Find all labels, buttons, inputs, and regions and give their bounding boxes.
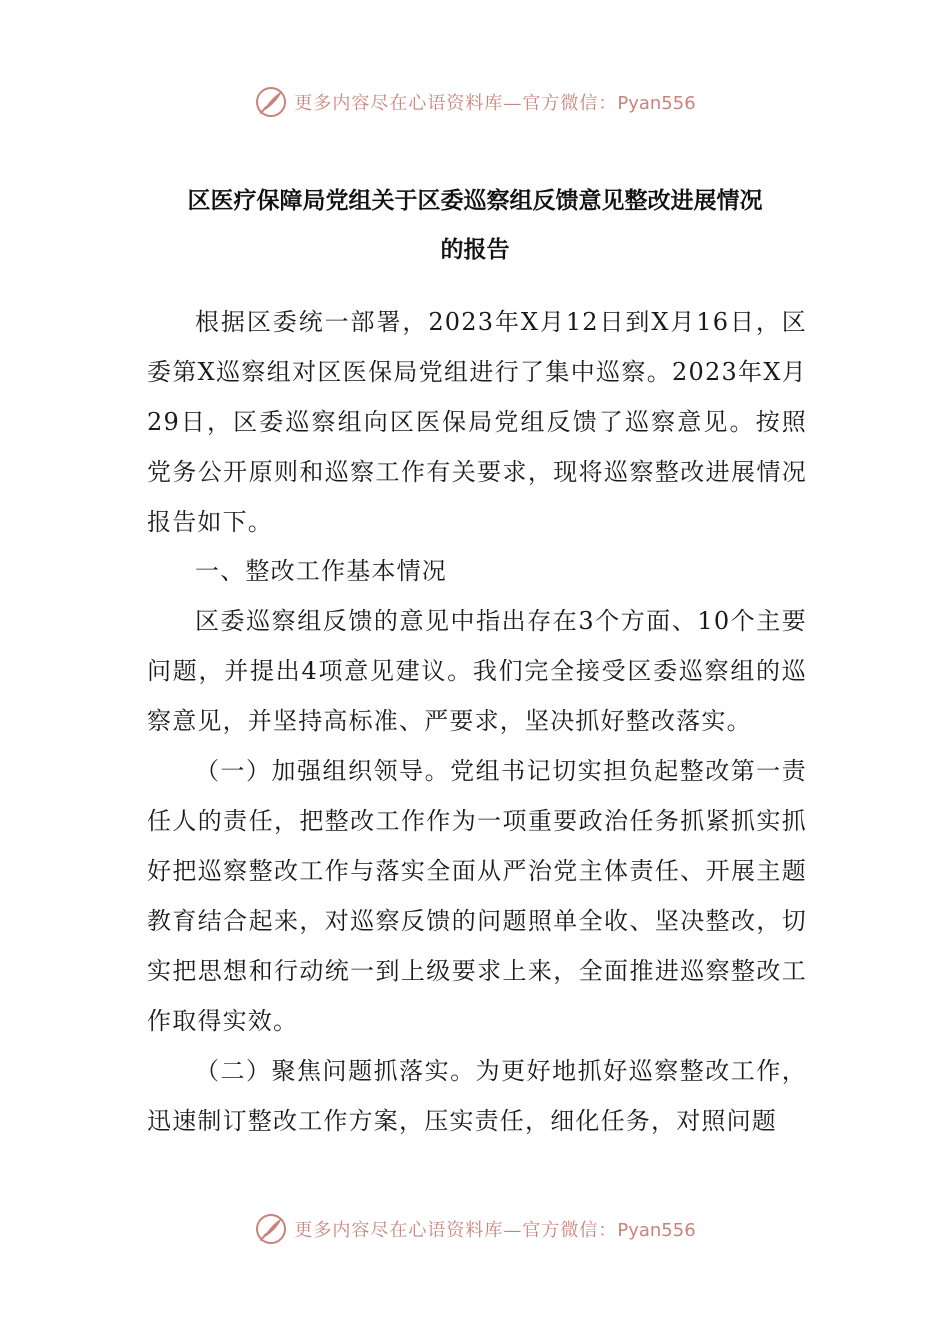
body-paragraph-overview: 区委巡察组反馈的意见中指出存在3个方面、10个主要问题，并提出4项意见建议。我们完全接受区委巡察组的巡察意见，并坚持高标准、严要求，坚决抓好整改落实。 xyxy=(147,607,807,735)
header-watermark-banner xyxy=(0,82,950,122)
section-heading-1: 一、整改工作基本情况 xyxy=(195,557,447,585)
watermark-text xyxy=(294,1216,695,1242)
watermark-wechat-handle: Pyan556 xyxy=(617,1220,696,1241)
footer-watermark-banner xyxy=(0,1209,950,1249)
body-paragraph-item-1: （一）加强组织领导。党组书记切实担负起整改第一责任人的责任，把整改工作作为一项重要政治任务抓紧抓实抓好把巡察整改工作与落实全面从严治党主体责任、开展主题教育结合起来，对巡察反馈的问题照单全收、坚决整改，切实把思想和行动统一到上级要求上来，全面推进巡察整改工作取得实效。 xyxy=(147,757,807,1035)
body-paragraph-intro: 根据区委统一部署，2023年X月12日到X月16日，区委第X巡察组对区医保局党组进行了集中巡察。2023年X月29日，区委巡察组向区医保局党组反馈了巡察意见。按照党务公开原则和巡察工作有关要求，现将巡察整改进展情况报告如下。 xyxy=(147,308,807,536)
quill-logo-icon xyxy=(254,85,288,119)
watermark-label: 更多内容尽在心语资料库—官方微信： xyxy=(294,93,618,114)
quill-logo-icon xyxy=(254,1212,288,1246)
watermark-text xyxy=(294,89,695,115)
document-title-line-2: 的报告 xyxy=(440,237,510,263)
watermark-label: 更多内容尽在心语资料库—官方微信： xyxy=(294,1220,618,1241)
document-title-line-1: 区医疗保障局党组关于区委巡察组反馈意见整改进展情况 xyxy=(187,188,763,214)
watermark-wechat-handle: Pyan556 xyxy=(617,93,696,114)
body-paragraph-item-2: （二）聚焦问题抓落实。为更好地抓好巡察整改工作，迅速制订整改工作方案，压实责任，细化任务，对照问题 xyxy=(147,1057,807,1135)
